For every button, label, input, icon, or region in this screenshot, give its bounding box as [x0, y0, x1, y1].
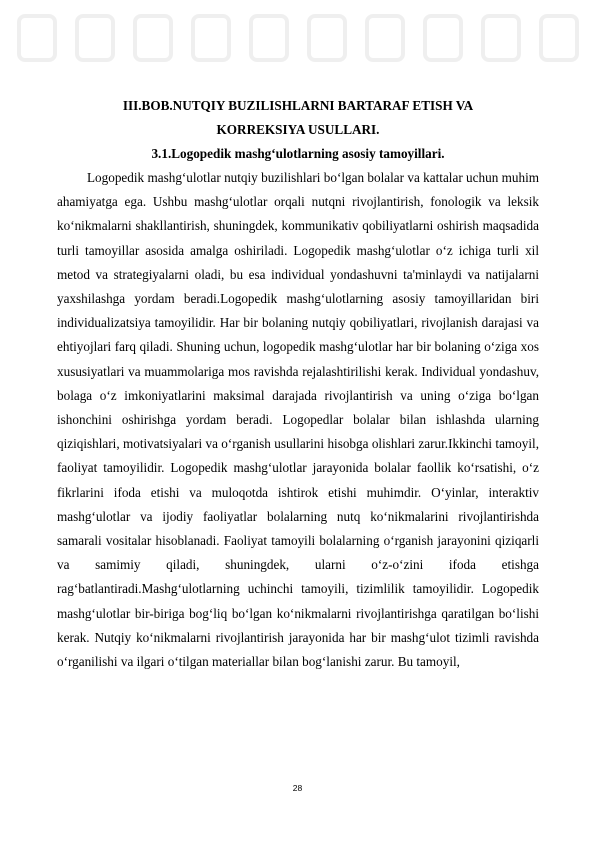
chapter-title-line-1: III.BOB.NUTQIY BUZILISHLARNI BARTARAF ETISH VA — [122, 98, 474, 113]
body-paragraph: Logopedik mashg‘ulotlar nutqiy buzilishlari bo‘lgan bolalar va kattalar uchun muhim ahamiyatga ega. Ushbu mashg‘ulotlar orqali nutqni rivojlantirish, fonologik va leksik ko‘nikmalarni shakllantirish, shuningdek, kommunikativ qobiliyatlarni oshirish maqsadida turli tamoyillar asosida amalga oshiriladi. Logopedik mashg‘ulotlar o‘z ichiga turli xil metod va strategiyalarni oladi, bu esa individual yondashuvni ta'minlaydi va natijalarni yaxshilashga yordam beradi.Logopedik mashg‘ulotlarning asosiy tamoyillaridan biri individualizatsiya tamoyilidir. Har bir bolaning nutqiy qobiliyatlari, rivojlanish darajasi va ehtiyojlari farq qiladi. Shuning uchun, logopedik mashg‘ulotlar har bir bolaning o‘ziga xos xususiyatlari va muammolariga mos ravishda rejalashtirilishi kerak. Individual yondashuv, bolaga o‘z imkoniyatlarini maksimal darajada rivojlantirish va uning o‘ziga bo‘lgan ishonchini oshirishga yordam beradi. Logopedlar bolalar bilan ishlashda ularning qiziqishlari, motivatsiyalari va o‘rganish usullarini hisobga olishlari zarur.Ikkinchi tamoyil, faoliyat tamoyilidir. Logopedik mashg‘ulotlar jarayonida bolalar faollik ko‘rsatishi, o‘z fikrlarini ifoda etishi va muloqotda ishtirok etishi muhimdir. O‘yinlar, interaktiv mashg‘ulotlar va ijodiy faoliyatlar bolalarning nutq ko‘nikmalarini rivojlantirishda samarali vositalar hisoblanadi. Faoliyat tamoyili bolalarning o‘rganish jarayonini qiziqarli va samimiy qiladi, shuningdek, ularni o‘z-o‘zini ifoda etishga rag‘batlantiradi.Mashg‘ulotlarning uchinchi tamoyili, tizimlilik tamoyilidir. Logopedik mashg‘ulotlar bir-biriga bog‘liq bo‘lgan ko‘nikmalarni rivojlantirishga qaratilgan bo‘lishi kerak. Nutqiy ko‘nikmalarni rivojlantirish jarayonida har bir mashg‘ulot tizimli ravishda o‘rganilishi va ilgari o‘tilgan materiallar bilan bog‘lanishi zarur. Bu tamoyil, — [57, 170, 539, 670]
watermark-shape — [17, 14, 57, 62]
watermark-shape — [365, 14, 405, 62]
watermark-shape — [191, 14, 231, 62]
watermark-shape — [133, 14, 173, 62]
document-page — [57, 94, 539, 674]
background-watermark — [0, 14, 595, 66]
page-number: 28 — [292, 783, 303, 793]
watermark-shape — [75, 14, 115, 62]
chapter-title-line-2: KORREKSIYA USULLARI. — [216, 122, 380, 137]
section-title: 3.1.Logopedik mashg‘ulotlarning asosiy tamoyillari. — [151, 146, 445, 161]
watermark-shape — [307, 14, 347, 62]
watermark-shape — [423, 14, 463, 62]
watermark-shape — [539, 14, 579, 62]
watermark-shape — [249, 14, 289, 62]
watermark-shape — [481, 14, 521, 62]
